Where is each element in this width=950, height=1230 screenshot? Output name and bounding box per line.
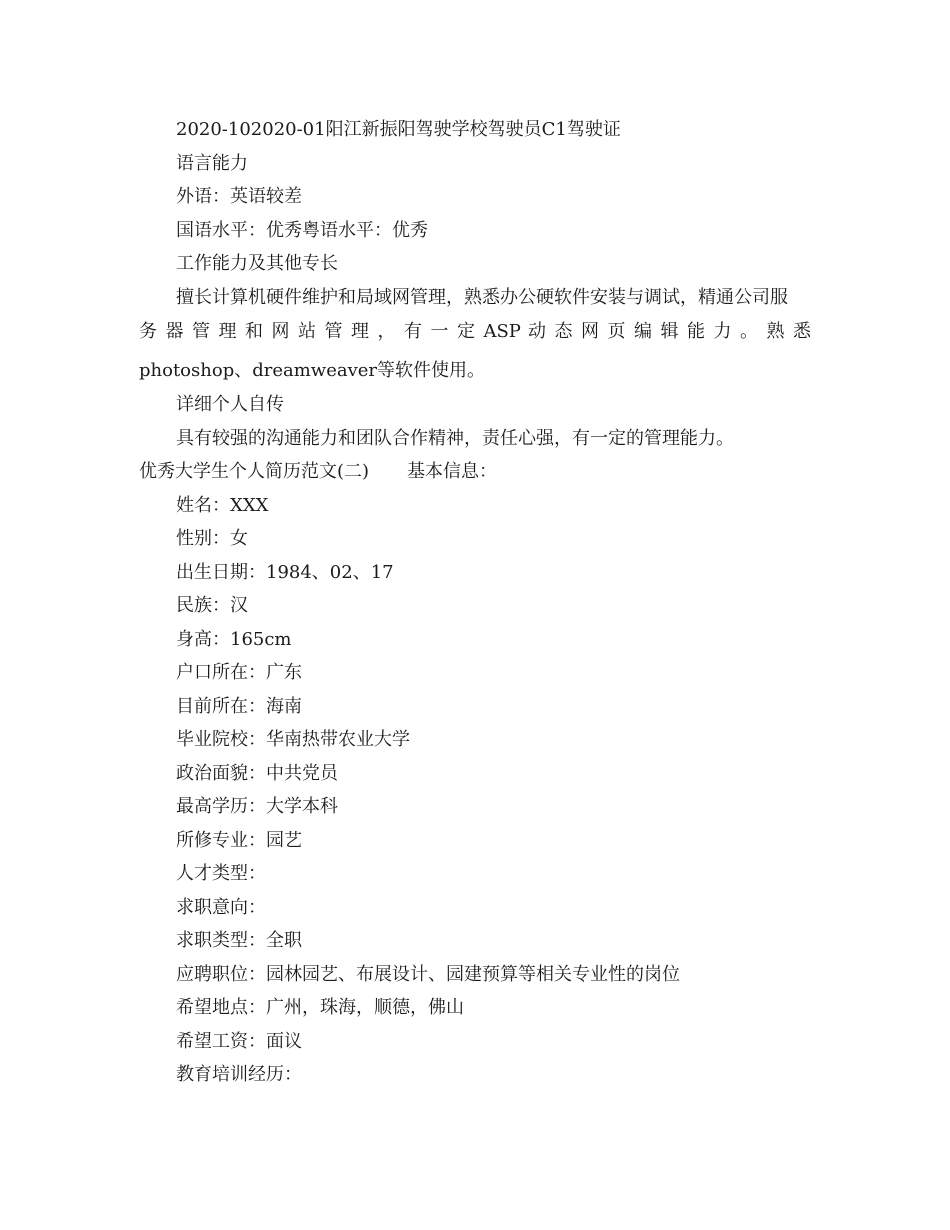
certificate-line: 2020-102020-01阳江新振阳驾驶学校驾驶员C1驾驶证	[176, 119, 621, 140]
skills-paragraph-line-3: photoshop、dreamweaver等软件使用。	[139, 360, 486, 381]
field-location: 希望地点：广州，珠海，顺德，佛山	[176, 997, 464, 1018]
field-current-location: 目前所在：海南	[176, 696, 302, 717]
field-talent-type: 人才类型：	[176, 863, 266, 884]
basic-info-heading: 基本信息：	[407, 461, 498, 482]
field-education-history: 教育培训经历：	[176, 1064, 302, 1085]
section-heading-language: 语言能力	[176, 153, 248, 174]
field-gender: 性别：女	[176, 528, 248, 549]
foreign-language-line: 外语：英语较差	[176, 186, 302, 207]
field-ethnicity: 民族：汉	[176, 595, 248, 616]
resume-title-line	[139, 460, 497, 484]
field-name: 姓名：XXX	[176, 495, 269, 516]
section-heading-skills: 工作能力及其他专长	[176, 253, 338, 274]
field-school: 毕业院校：华南热带农业大学	[176, 729, 410, 750]
field-job-intention: 求职意向：	[176, 897, 266, 918]
field-height: 身高：165cm	[176, 629, 292, 650]
field-political-status: 政治面貌：中共党员	[176, 763, 338, 784]
skills-paragraph-line-1: 擅长计算机硬件维护和局域网管理，熟悉办公硬软件安装与调试，精通公司服	[176, 287, 788, 308]
autobiography-text: 具有较强的沟通能力和团队合作精神，责任心强，有一定的管理能力。	[176, 428, 734, 449]
field-salary: 希望工资：面议	[176, 1031, 302, 1052]
field-hukou: 户口所在：广东	[176, 662, 302, 683]
field-education: 最高学历：大学本科	[176, 796, 338, 817]
field-major: 所修专业：园艺	[176, 830, 302, 851]
section-heading-autobiography: 详细个人自传	[176, 394, 284, 415]
mandarin-cantonese-line: 国语水平：优秀粤语水平：优秀	[176, 220, 428, 241]
resume-title: 优秀大学生个人简历范文(二)	[139, 461, 370, 482]
field-job-type: 求职类型：全职	[176, 930, 302, 951]
skills-paragraph-line-2: 务 器 管 理 和 网 站 管 理 ， 有 一 定 ASP 动 态 网 页 编 辑 能 力 。 熟 悉	[139, 321, 811, 342]
field-birthdate: 出生日期：1984、02、17	[176, 562, 394, 583]
field-position: 应聘职位：园林园艺、布展设计、园建预算等相关专业性的岗位	[176, 964, 680, 985]
